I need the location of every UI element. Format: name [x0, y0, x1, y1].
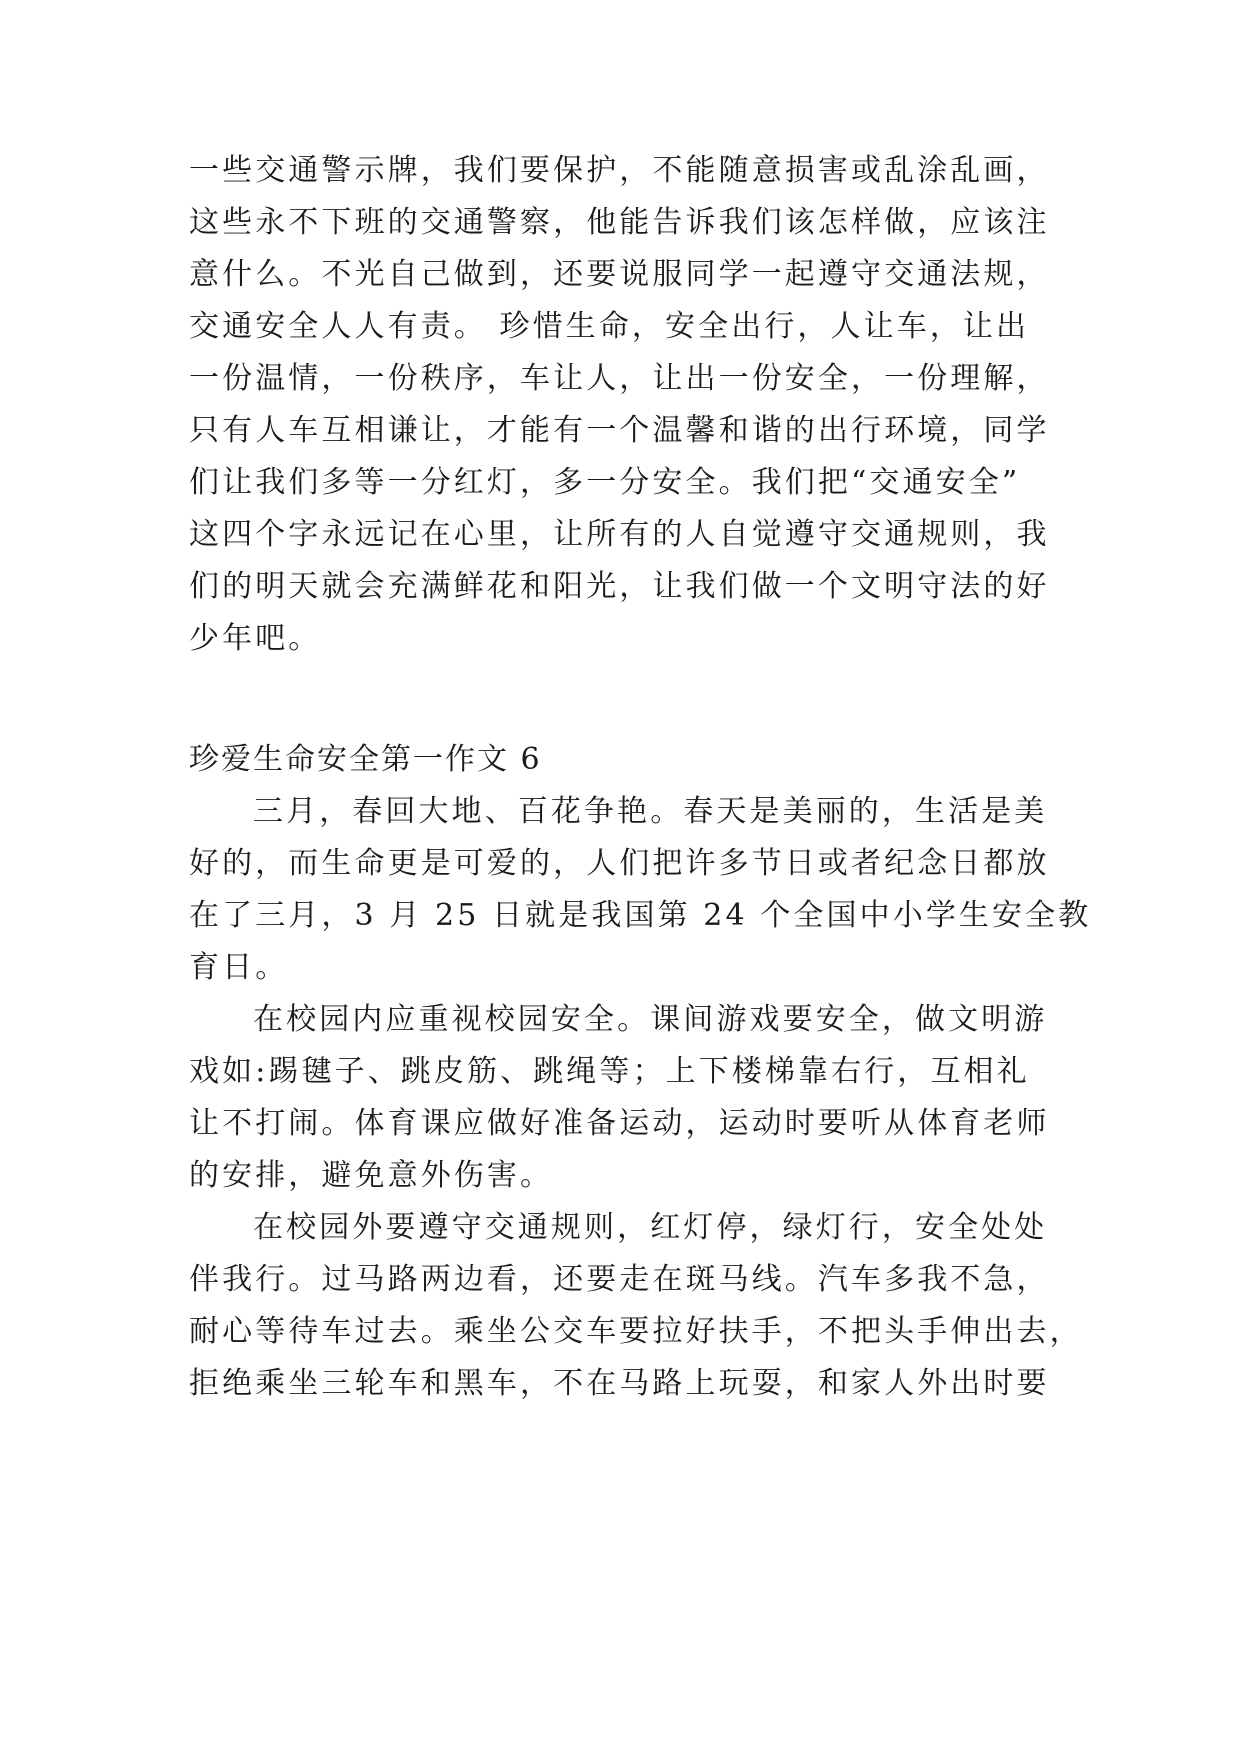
- text-line: 这四个字永远记在心里，让所有的人自觉遵守交通规则，我: [189, 517, 1050, 552]
- text-line: 一份温情，一份秩序，车让人，让出一份安全，一份理解，: [189, 361, 1050, 396]
- text-line: 在校园内应重视校园安全。课间游戏要安全，做文明游: [253, 1002, 1048, 1037]
- text-line: 少年吧。: [189, 621, 322, 656]
- text-line: 们让我们多等一分红灯，多一分安全。我们把“交通安全”: [189, 465, 1021, 500]
- text-line: 的安排，避免意外伤害。: [189, 1158, 554, 1193]
- text-line: 们的明天就会充满鲜花和阳光，让我们做一个文明守法的好: [189, 569, 1050, 604]
- text-line: 只有人车互相谦让，才能有一个温馨和谐的出行环境，同学: [189, 413, 1050, 448]
- text-line: 耐心等待车过去。乘坐公交车要拉好扶手，不把头手伸出去，: [189, 1314, 1083, 1349]
- text-line: 三月，春回大地、百花争艳。春天是美丽的，生活是美: [253, 794, 1048, 829]
- text-line: 伴我行。过马路两边看，还要走在斑马线。汽车多我不急，: [189, 1262, 1050, 1297]
- text-line: 交通安全人人有责。 珍惜生命，安全出行，人让车，让出: [189, 309, 1030, 344]
- text-line: 好的，而生命更是可爱的，人们把许多节日或者纪念日都放: [189, 846, 1050, 881]
- text-line: 一些交通警示牌，我们要保护，不能随意损害或乱涂乱画，: [189, 153, 1050, 188]
- section-heading: 珍爱生命安全第一作文 6: [189, 742, 542, 777]
- text-line: 这些永不下班的交通警察，他能告诉我们该怎样做，应该注: [189, 205, 1050, 240]
- text-line: 拒绝乘坐三轮车和黑车，不在马路上玩耍，和家人外出时要: [189, 1366, 1050, 1401]
- text-line: 在了三月，3 月 25 日就是我国第 24 个全国中小学生安全教: [189, 898, 1092, 933]
- text-line: 戏如:踢毽子、跳皮筋、跳绳等；上下楼梯靠右行，互相礼: [189, 1054, 1030, 1089]
- text-line: 在校园外要遵守交通规则，红灯停，绿灯行，安全处处: [253, 1210, 1048, 1245]
- text-line: 让不打闹。体育课应做好准备运动，运动时要听从体育老师: [189, 1106, 1050, 1141]
- text-line: 意什么。不光自己做到，还要说服同学一起遵守交通法规，: [189, 257, 1050, 292]
- text-line: 育日。: [189, 950, 289, 985]
